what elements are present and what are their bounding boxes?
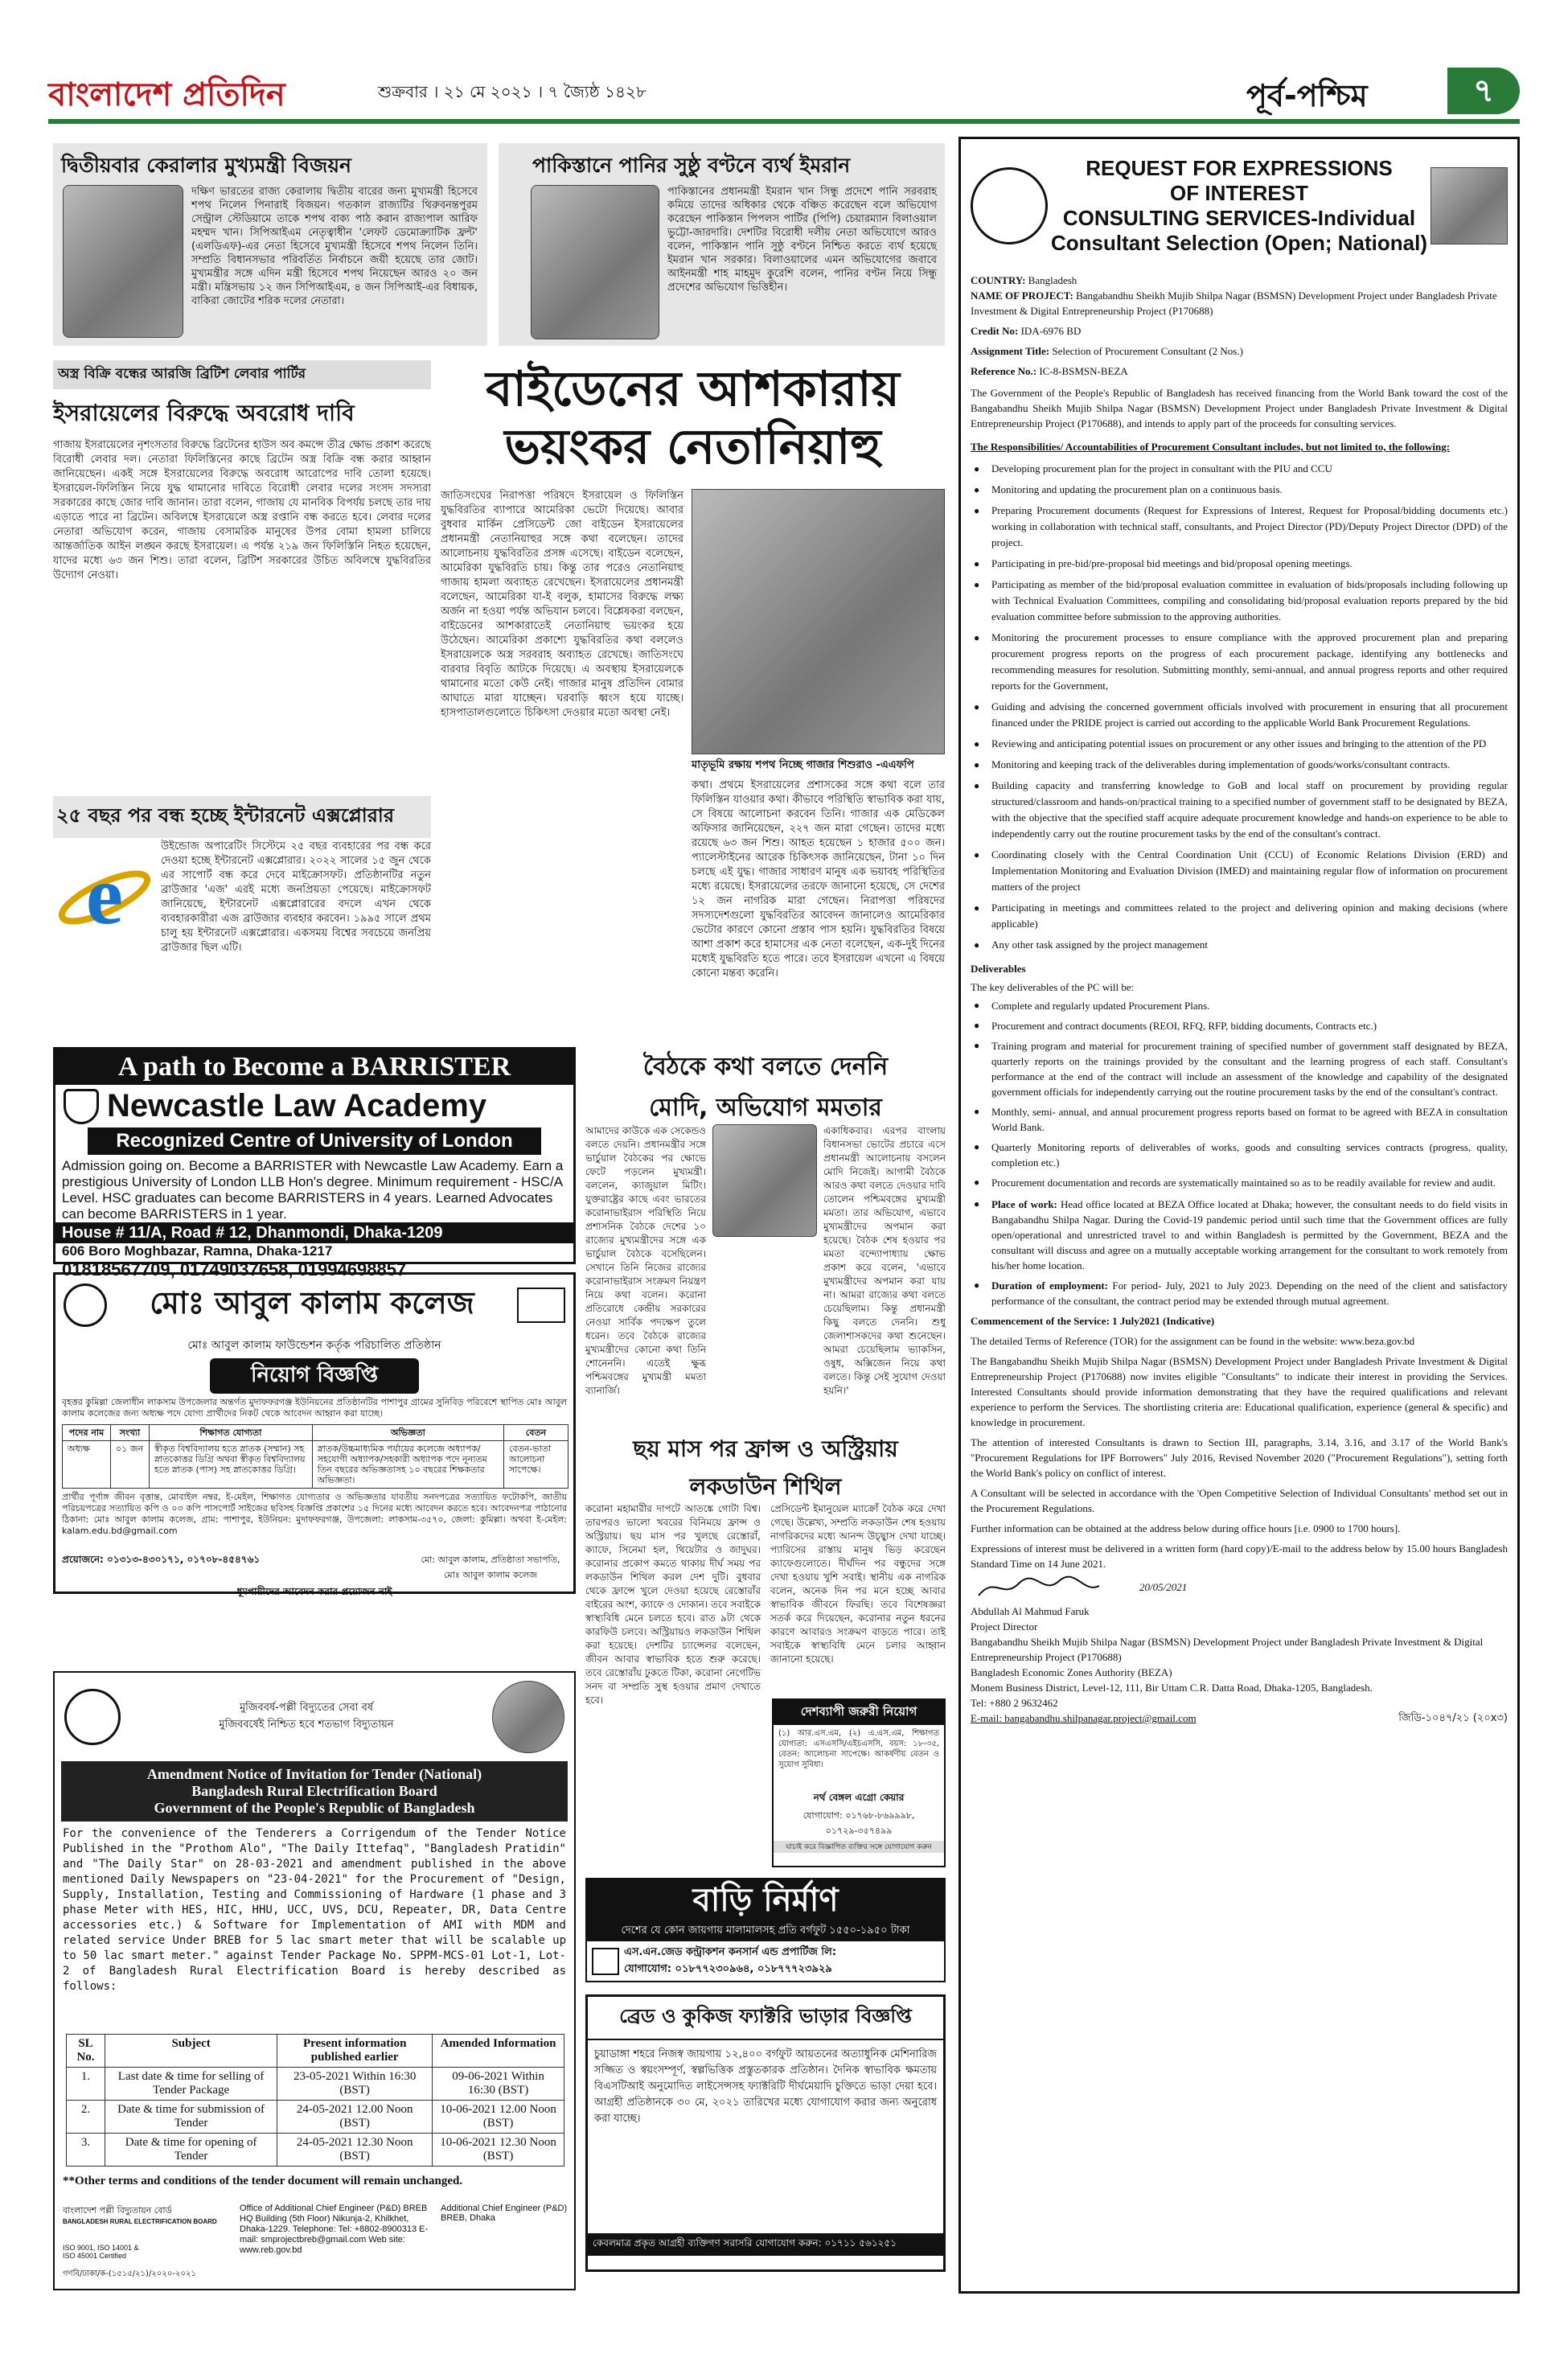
list-item: ● Monitoring and keeping track of the deliverables during implementation of goods/works/consultant contracts. bbox=[971, 757, 1508, 773]
rfp-intro: The Government of the People's Republic of Bangladesh has received financing from the World Bank toward the cost of the Bangabandhu Sheikh Mujib Shilpa Nagar (BSMSN) Development Project under Bangladesh Private Investment & Digital Entrepreneurship Project (P170688), and intends to apply part of the proceeds for consulting services. bbox=[971, 387, 1508, 429]
table-row bbox=[63, 1441, 569, 1489]
breb-table-header bbox=[67, 2035, 564, 2068]
desh-body: (১) আর.এস.এম, (২) এ.এস.এম, শিক্ষাগত যোগ্যতা: এসএসসি/এইচএসসি, বয়স: ১৮-৩৫, বেতন: আলোচনা সাপেক্ষে। আকর্ষণীয় বেতন ও সুযোগ সুবিধা। bbox=[778, 1729, 939, 1769]
table-cell: 10-06-2021 12.00 Noon (BST) bbox=[433, 2101, 564, 2134]
list-item: ● Monthly, semi- annual, and annual procurement progress reports based on format to be agreed with BEZA in consultation World Bank. bbox=[971, 1104, 1508, 1135]
lead-photo-caption: মাতৃভূমি রক্ষায় শপথ নিচ্ছে গাজার শিশুরাও -এএফপি bbox=[692, 759, 914, 771]
kerala-cm-photo bbox=[63, 185, 183, 338]
rfp-project: Bangabandhu Sheikh Mujib Shilpa Nagar (BSMSN) Development Project under Bangladesh Private Investment & Digital Entrepreneurship Project (P170688) bbox=[971, 290, 1497, 317]
date-line: শুক্রবার । ২১ মে ২০২১ । ৭ জ্যৈষ্ঠ ১৪২৮ bbox=[378, 82, 646, 101]
mujib-borsho-logo bbox=[1430, 167, 1508, 244]
bari-company: এস.এন.জেড কন্ট্রাকশন কনসার্ন এন্ড প্রপার্টিজ লি: bbox=[624, 1946, 837, 1958]
story-lockdown bbox=[585, 1431, 946, 1706]
bari-contact: যোগাযোগ: ০১৮৭৭২৩০৯৬৪, ০১৮৭৭৭২৩৯২৯ bbox=[624, 1963, 832, 1975]
college-table-header bbox=[63, 1425, 569, 1441]
rfp-email[interactable]: E-mail: bangabandhu.shilpanagar.project@gmail.com bbox=[971, 1712, 1197, 1724]
barrister-top-line: A path to Become a BARRISTER bbox=[55, 1049, 573, 1085]
page-number: ৭ bbox=[1472, 72, 1494, 109]
internet-explorer-icon bbox=[56, 849, 153, 946]
list-item: ● Complete and regularly updated Procurement Plans. bbox=[971, 998, 1508, 1013]
college-contact: প্রয়োজনে: ০১৩১৩-৪৩০১৭১, ০১৭০৮-৪৫৪৭৬১ bbox=[62, 1554, 261, 1565]
rfp-title-2: OF INTEREST bbox=[1170, 181, 1308, 205]
story-modi-col-1: আমাদের কাউকে এক সেকেন্ডও বলতে দেয়নি। প্রধানমন্ত্রীর সঙ্গে ভার্চুয়াল বৈঠকের পর ক্ষোভে ফেটে পড়লেন মুখ্যমন্ত্রী। বললেন, ক্যাজুয়াল মিটিং। যুক্তরাষ্ট্রের কাছে এবং ভারতের করোনাভাইরাস পরিস্থিতি নিয়ে প্রশাসনিক বৈঠকে দেশের ১০ রাজ্যের মুখ্যমন্ত্রীদের সঙ্গে এক ভার্চুয়াল বৈঠকে বসেছিলেন। সেখানে তিনি নিজের রাজ্যের করোনাভাইরাস সংক্রমণ নিয়ন্ত্রণ নিয়ে কথা বলেন। করোনা প্রতিরোধে কেন্দ্রীয় সরকারের নেওয়া সার্বিক পদক্ষেপ তুলে ধরেন। তবে বৈঠকে রাজ্যের মুখ্যমন্ত্রীদের কোনো কথা তিনি শোনেননি। এতেই ক্ষুব্ধ পশ্চিমবঙ্গের মুখ্যমন্ত্রী মমতা ব্যানার্জি। bbox=[585, 1125, 706, 1396]
table-header-cell: SL No. bbox=[67, 2035, 105, 2068]
rfp-deliverables bbox=[971, 998, 1508, 1190]
list-item: ● Monitoring and updating the procurement plan on a continuous basis. bbox=[971, 482, 1508, 498]
college-logo-icon bbox=[64, 1284, 107, 1327]
rfp-credit-row bbox=[971, 323, 1508, 339]
rfp-title-1: REQUEST FOR EXPRESSIONS bbox=[1086, 156, 1393, 180]
breb-title-3: Government of the People's Republic of Bangladesh bbox=[154, 1800, 475, 1816]
breb-ref: গণবি/ঢাকা/ক-(১৫১৫/২১)/২০২০-২০২১ bbox=[63, 2269, 196, 2278]
rfp-title-4: Consultant Selection (Open; National) bbox=[1050, 231, 1427, 255]
list-item: ● Monitoring the procurement processes to ensure compliance with the approved procurement plan and preparing procurement progress reports on the progress of each procurement package, identifying any bottlenecks and recommending measures for resolution. Submitting monthly, semi-annual, and annual progress reports and other required reports for the Government, bbox=[971, 630, 1508, 694]
table-row bbox=[67, 2101, 564, 2134]
breb-office: Office of Additional Chief Engineer (P&D) BREB HQ Building (5th Floor) Nikunja-2, Khilkhet, Dhaka-1229. Telephone: Tel: +8802-8900313 E-mail: smprojectbreb@gmail.com Web site: www.reb.gov.bd bbox=[240, 2204, 429, 2255]
rfp-tel: Tel: +880 2 9632462 bbox=[971, 1697, 1058, 1709]
story-lockdown-col-1: করোনা মহামারীর দাপটে আতঙ্কে গোটা বিশ্ব। তারপরও ভালো খবরের বিনিময়ে ফ্রান্স ও অস্ট্রিয়ায়। ছয় মাস পর খুলছে রেস্তোরাঁ, ক্যাফে, সিনেমা হল, থিয়েটার ও জাদুঘর। করোনার প্রকোপ কমতে থাকায় দীর্ঘ সময় পর লকডাউন শিথিল করল দেশ দুটি। বুধবার থেকে ফ্রান্সে খুলে দেওয়া হয়েছে রেস্তোরাঁর বাইরের অংশ, ক্যাফে ও দোকান। তবে সবাইকে স্বাস্থ্যবিধি মেনে চলতে হবে। রাত ৯টা থেকে কারফিউ চলবে। অস্ট্রিয়ায়ও লকডাউন শিথিল করা হয়েছে। দেশটির চ্যান্সেলর বলেছেন, জীবন আবার স্বাভাবিক হতে শুরু করেছে। তবে রেস্তোরাঁয় ঢুকতে টিকা, করোনা নেগেটিভ সনদ বা সম্প্রতি সুস্থ হওয়ার প্রমাণ দেখাতে হবে। bbox=[585, 1503, 761, 1706]
story-kerala-body: দক্ষিণ ভারতের রাজ্য কেরালায় দ্বিতীয় বারের জন্য মুখ্যমন্ত্রী হিসেবে শপথ নিলেন পিনারাই বিজয়ন। গতকাল রাজ্যটির থিরুবনন্তপুরম সেন্ট্রাল স্টেডিয়ামে তাকে শপথ বাক্য পাঠ করান রাজ্যপাল আরিফ মহম্মদ খান। সিপিআইএম নেতৃত্বাধীন 'লেফট ডেমোক্র্যাটিক ফ্রন্ট' (এলডিএফ)-এর নেতা হিসেবে মুখ্যমন্ত্রী হিসেবে শপথ নিলেন তিনি। সম্প্রতি বিধানসভার পরিবর্তিত নির্বাচনে জয়ী হয়েছে তার জোট। মুখ্যমন্ত্রীর সঙ্গে এদিন মন্ত্রী হিসেবে শপথ নিয়েছেন আরও ২০ জন মন্ত্রী। মন্ত্রিসভায় ১২ জন সিপিআইএম, ৪ জন সিপিআই-এর বিধায়ক, বাকিরা জোটের শরিক দলের নেতারা। bbox=[191, 186, 478, 307]
story-modi-headline-2: মোদি, অভিযোগ মমতার bbox=[649, 1094, 882, 1122]
page-number-badge bbox=[1447, 68, 1520, 114]
table-cell: ০১ জন bbox=[111, 1441, 150, 1489]
table-header-cell: বেতন bbox=[504, 1425, 569, 1441]
bangabandhu-portrait bbox=[492, 1681, 564, 1753]
story-kerala bbox=[53, 143, 487, 346]
table-header-cell: Amended Information bbox=[433, 2035, 564, 2068]
table-cell: 1. bbox=[67, 2068, 105, 2101]
rfp-selection: A Consultant will be selected in accordance with the 'Open Competitive Selection of Individual Consultants' method set out in the Procurement Regulations. bbox=[971, 1487, 1508, 1514]
rfp-place-item bbox=[971, 1197, 1508, 1273]
ad-barrister bbox=[53, 1047, 576, 1279]
breb-signer: Additional Chief Engineer (P&D) BREB, Dhaka bbox=[441, 2204, 568, 2223]
snz-logo-icon bbox=[592, 1948, 619, 1975]
list-item: ● Preparing Procurement documents (Request for Expressions of Interest, Request for Proposal/bidding documents etc.) working in collaboration with technical staff, consultants, and Project Director (PD)/Deputy Project Director (DPD) of the project. bbox=[971, 503, 1508, 551]
rfp-country-row bbox=[971, 273, 1508, 288]
table-cell: 24-05-2021 12.00 Noon (BST) bbox=[277, 2101, 433, 2134]
breb-table bbox=[66, 2034, 564, 2167]
rfp-ref-no: জিডি-১০৪৭/২১ (২০x৩) bbox=[1398, 1712, 1508, 1724]
desh-company: নর্থ বেঙ্গল এগ্রো কেয়ার bbox=[813, 1792, 905, 1803]
rfp-country-label: COUNTRY: bbox=[971, 274, 1026, 286]
college-name: মোঃ আবুল কালাম কলেজ bbox=[150, 1285, 474, 1320]
table-cell: Date & time for submission of Tender bbox=[105, 2101, 277, 2134]
college-signer: মো: আবুল কালাম, প্রতিষ্ঠাতা সভাপতি, মোঃ আবুল কালাম কলেজ bbox=[421, 1555, 560, 1580]
story-uk-body: গাজায় ইসরায়েলের নৃশংসতার বিরুদ্ধে ব্রিটেনের হাউস অব কমন্সে তীব্র ক্ষোভ প্রকাশ করেছে বিরোধী লেবার দল। নেতারা ফিলিস্তিনের কাছে ব্রিটেন অস্ত্র বিক্রি বন্ধ করার আহ্বান জানিয়েছেন। একই সঙ্গে ইসরায়েলের বিরুদ্ধে অবরোধ আরোপের দাবি তোলা হয়েছে। ইসরায়েল-ফিলিস্তিন নিয়ে যুদ্ধ থামানোর দাবিতে বিরোধী লেবার দলের সংসদ সদস্যরা সরকারের কাছে জোর দাবি জানান। তারা বলেন, গাজায় যে মানবিক বিপর্যয় চলছে তার দায় এড়াতে পারে না ব্রিটেন। অবিলম্বে ইসরায়েলে অস্ত্র রপ্তানি বন্ধ করতে হবে। লেবার দলের নেতারা অভিযোগ করেন, গাজায় বেসামরিক মানুষের উপর বোমা হামলা চালিয়ে আন্তর্জাতিক আইন লঙ্ঘন করছে ইসরায়েল। এ পর্যন্ত ২১৯ জন ফিলিস্তিনি নিহত হয়েছেন, যাদের মধ্যে ৬৩ জন শিশু। তারা বলেন, ব্রিটিশ সরকারের উচিত অবিলম্বে যুদ্ধবিরতির উদ্যোগ নেওয়া। bbox=[53, 439, 431, 581]
rfp-assignment: Selection of Procurement Consultant (2 Nos.) bbox=[1052, 345, 1243, 357]
table-cell: বেতন-ভাতা আলোচনা সাপেক্ষে। bbox=[504, 1441, 569, 1489]
story-modi-col-2: একাধিকবার। এরপর বাংলায় বিধানসভা ভোটের প্রচারে এসে প্রধানমন্ত্রী আলোচনায় বসলেন মোদি নিজেই। আগামী বৈঠকে আরও কথা বলতে দেওয়ার দাবি তোলেন পশ্চিমবঙ্গের মুখ্যমন্ত্রী মমতা। তার অভিযোগ, এভাবে মুখ্যমন্ত্রীদের অপমান করা হয়েছে। বৈঠক শেষ হওয়ার পর মমতা বন্দ্যোপাধ্যায় ক্ষোভ প্রকাশ করে বলেন, 'এভাবে মুখ্যমন্ত্রীদের অপমান করা যায় না। আমরা রাজ্যের কথা বলতে চেয়েছিলাম। কিন্তু প্রধানমন্ত্রী কিছু বলতে দেননি। শুধু জেলাশাসকদের কথা শুনেছেন। আমরা চেয়েছিলাম ভ্যাকসিন, ওষুধ, অক্সিজেন নিয়ে কথা বলতে। কিন্তু সেই সুযোগ দেওয়া হয়নি।' bbox=[823, 1125, 946, 1396]
table-row bbox=[67, 2134, 564, 2167]
mamata-photo bbox=[712, 1124, 817, 1237]
list-item: ● Procurement and contract documents (REOI, RFQ, RFP, bidding documents, Contracts etc.) bbox=[971, 1018, 1508, 1033]
story-ie-body: উইন্ডোজ অপারেটিং সিস্টেমে ২৫ বছর ব্যবহারের পর বন্ধ করে দেওয়া হচ্ছে ইন্টারনেট এক্সপ্লোরার। ২০২২ সালের ১৫ জুন থেকে এর সাপোর্ট বন্ধ করে দেবে মাইক্রোসফট। প্রতিষ্ঠানটির নতুন ব্রাউজার 'এজ' এরই মধ্যে জনপ্রিয়তা পেয়েছে। মাইক্রোসফট জানিয়েছে, ইন্টারনেট এক্সপ্লোরারের বদলে এখন থেকে ব্যবহারকারীরা এজ ব্রাউজার ব্যবহার করবেন। ১৯৯৫ সালে প্রথম চালু হয় ইন্টারনেট এক্সপ্লোরার। একসময় বিশ্বের সবচেয়ে জনপ্রিয় ব্রাউজার ছিল এটি। bbox=[161, 840, 431, 954]
rfp-duration: For period- July, 2021 to July 2023. Depending on the need of the client and satisfactory performance of the consultant, the contract period may be extended through mutual agreement. bbox=[991, 1279, 1508, 1307]
section-title: পূর্ব-পশ্চিম bbox=[1246, 78, 1368, 113]
breb-slogan-2: মুজিববর্ষেই নিশ্চিত হবে শতভাগ বিদ্যুতায়ন bbox=[219, 1719, 394, 1731]
desh-contact: যোগাযোগ: ০১৭৬৮-৮৬৯৯৯৮, ০১৭২৯-৩৫৭৪৯৯ bbox=[802, 1810, 915, 1836]
rfp-resp-heading: The Responsibilities/ Accountabilities of Procurement Consultant includes, but not limited to, the following: bbox=[971, 441, 1451, 453]
table-header-cell: Subject bbox=[105, 2035, 277, 2068]
table-cell: 10-06-2021 12.30 Noon (BST) bbox=[433, 2134, 564, 2167]
lead-headline-2: ভয়ংকর নেতানিয়াহু bbox=[504, 419, 881, 475]
rfp-reference: IC-8-BSMSN-BEZA bbox=[1039, 365, 1128, 377]
list-item: ● Participating as member of the bid/proposal evaluation committee in evaluation of bids/proposals including following up with Technical Evaluation Committees, compiling and consolidating bid/proposal evaluation reports prepared by the bid evaluation committee before submission to the approving authorities. bbox=[971, 577, 1508, 625]
rfp-project-label: NAME OF PROJECT: bbox=[971, 290, 1073, 302]
list-item: ● Coordinating closely with the Central Coordination Unit (CCU) of Economic Relations Division (ERD) and Implementation Monitoring and Evaluation Division (IMED) and maintaining regular flow of information on procurement matters of the project bbox=[971, 847, 1508, 895]
rfp-signer-project: Bangabandhu Sheikh Mujib Shilpa Nagar (BSMSN) Development Project under Bangladesh Private Investment & Digital Entrepreneurship Project (P170688) bbox=[971, 1636, 1484, 1663]
story-lockdown-headline-1: ছয় মাস পর ফ্রান্স ও অস্ট্রিয়ায় bbox=[633, 1435, 898, 1462]
law-academy-crest-icon bbox=[64, 1089, 99, 1124]
story-modi-headline-1: বৈঠকে কথা বলতে দেননি bbox=[642, 1053, 889, 1081]
ad-bread bbox=[585, 1994, 946, 2272]
table-cell: Last date & time for selling of Tender Package bbox=[105, 2068, 277, 2101]
barrister-body: Admission going on. Become a BARRISTER with Newcastle Law Academy. Earn a prestigious University of London LLB Hon's degree. Minimum requirement - HSC/A Level. HSC graduates can become BARRISTERS in 4 years. Learned Advocates can become BARRISTERS in 1 year. bbox=[62, 1158, 564, 1222]
table-cell: 09-06-2021 Within 16:30 (BST) bbox=[433, 2068, 564, 2101]
rfp-reference-label: Reference No.: bbox=[971, 365, 1037, 377]
story-lockdown-headline-2: লকডাউন শিথিল bbox=[689, 1473, 842, 1500]
table-cell: 2. bbox=[67, 2101, 105, 2134]
college-notice-title: নিয়োগ বিজ্ঞপ্তি bbox=[210, 1358, 419, 1394]
list-item: ● Reviewing and anticipating potential issues on procurement or any other issues and bringing to the attention of the PD bbox=[971, 736, 1508, 752]
rfp-assignment-row bbox=[971, 343, 1508, 359]
ad-breb bbox=[53, 1671, 576, 2290]
table-cell: স্নাতক/উচ্চমাধ্যমিক পর্যায়ের কলেজে অধ্যাপক/সহযোগী অধ্যাপক/সহকারী অধ্যাপক পদে নূন্যতম তিন বছরের অভিজ্ঞতাসহ ১০ বছরের শিক্ষকতার অভিজ্ঞতা। bbox=[312, 1441, 503, 1489]
list-item: ● Participating in meetings and committees related to the project and delivering opinion and making decisions (where applicable) bbox=[971, 900, 1508, 932]
signature-date: 20/05/2021 bbox=[1139, 1581, 1188, 1593]
bilawal-photo bbox=[531, 185, 659, 339]
rfp-deadline: Expressions of interest must be delivered in a written form (hard copy)/E-mail to the address below by 15.00 hours Bangladesh Standard Time on 14 June 2021. bbox=[971, 1542, 1508, 1570]
rfp-signer-org: Bangladesh Economic Zones Authority (BEZA) bbox=[971, 1666, 1172, 1678]
lead-col-3: কথা। প্রথমে ইসরায়েলের প্রশাসকের সঙ্গে কথা বলে তার ফিলিস্তিন যাওয়ার কথা। কীভাবে পরিস্থিতি স্বাভাবিক করা যায়, সে বিষয়ে আলোচনা করবেন তিনি। গাজার এক মেডিকেল অফিসার জানিয়েছেন, ২২৭ জন মারা গেছেন। তাদের মধ্যে রয়েছে ৬৩ জন শিশু। আহত হয়েছেন ১ হাজার ৫০০ জন। প্যালেস্টাইনের আরেক চিকিৎসক জানিয়েছেন, টানা ১০ দিন চলছে এই যুদ্ধ। গাজার সাধারণ মানুষ এক ভয়াবহ পরিস্থিতির মধ্যে রয়েছে। ইসরায়েলের তরফে জানানো হয়েছে, সে দেশের ১২ জন নাগরিক মারা গেছেন। নিরাপত্তা পরিষদের সদস্যদেশগুলো যুদ্ধবিরতির আবেদন জানালেও আমেরিকার ভেটোর কারণে কোনো প্রস্তাব পাস হয়নি। যুদ্ধবিরতির বিষয়ে আশা প্রকাশ করে হামাসের এক নেতা বলেছেন, এক-দুই দিনের মধ্যেই যুদ্ধবিরতি হতে পারে। তবে ইসরায়েল এখনো এ বিষয়ে কোনো মন্তব্য করেনি। bbox=[692, 779, 945, 980]
table-cell: অধ্যক্ষ bbox=[63, 1441, 111, 1489]
table-header-cell: অভিজ্ঞতা bbox=[312, 1425, 503, 1441]
rfp-credit: IDA-6976 BD bbox=[1020, 325, 1082, 337]
bari-sub: দেশের যে কোন জায়গায় মালামালসহ প্রতি বর্গফুট ১৫৫০-১৯৫০ টাকা bbox=[587, 1921, 944, 1941]
rfp-attention: The attention of interested Consultants is drawn to Section III, paragraphs, 3.14, 3.16, and 3.17 of the World Bank's "Procurement Regulations for IPF Borrowers" July 2016, Revised November 2020 ("Procurement Regulations"), setting forth the World Bank's policy on conflict of interest. bbox=[971, 1436, 1508, 1479]
breb-footer-note: **Other terms and conditions of the tender document will remain unchanged. bbox=[63, 2175, 463, 2187]
college-sub: মোঃ আবুল কালাম ফাউন্ডেশন কর্তৃক পরিচালিত প্রতিষ্ঠান bbox=[187, 1339, 441, 1352]
svg-text:e: e bbox=[85, 849, 124, 942]
ad-rfp bbox=[958, 137, 1520, 2294]
list-item: ● Training program and material for procurement training of specified number of government staff designated by BEZA, quarterly reports on the trainings provided by the consultant and the learning progress of each staff. Consultant's performance at the end of the contract will include an assessment of the knowledge and capability of the designated government officials for independently carrying out the routine procurement tasks by the end of the consultant's contract. bbox=[971, 1038, 1508, 1099]
rfp-address: Monem Business District, Level-12, 111, Bir Uttam C.R. Datta Road, Dhaka-1205, Bangladesh. bbox=[971, 1682, 1373, 1694]
rfp-project-row bbox=[971, 288, 1508, 318]
rfp-country: Bangladesh bbox=[1028, 274, 1077, 286]
list-item: ● Participating in pre-bid/pre-proposal bid meetings and bid/proposal opening meetings. bbox=[971, 556, 1508, 572]
lead-col-1: জাতিসংঘের নিরাপত্তা পরিষদে ইসরায়েল ও ফিলিস্তিন যুদ্ধবিরতির ব্যাপারে আমেরিকা ভেটো দিয়েছে। আবার বুধবার মার্কিন প্রেসিডেন্ট জো বাইডেন ইসরায়েলের প্রধানমন্ত্রী নেতানিয়াহুর সঙ্গে কথা বলেছেন। তাদের আলোচনায় যুদ্ধবিরতির প্রসঙ্গ এসেছে। বাইডেন বলেছেন, আমেরিকা যুদ্ধবিরতি চায়। কিন্তু তার পরেও নেতানিয়াহু গাজায় হামলা অব্যাহত রেখেছেন। ইসরায়েলের প্রধানমন্ত্রী বলেছেন, আমেরিকা যা-ই বলুক, হামাসের বিরুদ্ধে লক্ষ্য অর্জন না হওয়া পর্যন্ত অভিযান চলবে। বিশ্লেষকরা বলছেন, বাইডেনের আশকারাতেই নেতানিয়াহু ভয়ংকর হয়ে উঠেছেন। আমেরিকা প্রকাশ্যে যুদ্ধবিরতির কথা বললেও ইসরায়েলকে অস্ত্র সরবরাহ অব্যাহত রেখেছে। জাতিসংঘে বারবার বিবৃতি আটকে দিয়েছে। এ অবস্থায় ইসরায়েলকে থামানোর মতো কেউ নেই। গাজার মানুষ প্রতিদিন বোমার আঘাতে মারা যাচ্ছেন। ঘরবাড়ি ধ্বংস হয়ে যাচ্ছে। হাসপাতালগুলোতে চিকিৎসা দেওয়ার মতো অবস্থা নেই। bbox=[441, 490, 683, 719]
story-pakistan bbox=[499, 143, 945, 346]
rfp-responsibilities bbox=[971, 461, 1508, 953]
breb-org-bn: বাংলাদেশ পল্লী বিদ্যুতায়ন বোর্ড bbox=[63, 2205, 172, 2216]
story-ie-headline: ২৫ বছর পর বন্ধ হচ্ছে ইন্টারনেট এক্সপ্লোরার bbox=[53, 796, 431, 838]
list-item: ● Any other task assigned by the project management bbox=[971, 937, 1508, 953]
breb-title-1: Amendment Notice of Invitation for Tender (National) bbox=[146, 1766, 482, 1782]
story-lockdown-col-2: প্রেসিডেন্ট ইমানুয়েল ম্যাক্রোঁ বৈঠক করে দেখা গেছে। উল্লেখ্য, সম্প্রতি লকডাউন শেষ হওয়ায় নাগরিকদের মধ্যে আনন্দ উচ্ছ্বাস দেখা যাচ্ছে। প্যারিসের রাস্তায় মানুষ ভিড় করেছেন ক্যাফেগুলোতে। দীর্ঘদিন পর বন্ধুদের সঙ্গে দেখা হওয়ায় খুশি সবাই। স্থানীয় এক নাগরিক বলেন, অনেক দিন পর মনে হচ্ছে আবার স্বাভাবিক জীবনে ফিরছি। তবে বিশেষজ্ঞরা সতর্ক করে দিয়েছেন, করোনার নতুন ধরনের কারণে আবারও সংক্রমণ বাড়তে পারে। তাই সবাইকে স্বাস্থ্যবিধি মেনে চলার আহ্বান জানানো হয়েছে। bbox=[770, 1503, 946, 1665]
masthead-rule bbox=[48, 119, 1520, 124]
table-header-cell: শিক্ষাগত যোগ্যতা bbox=[150, 1425, 313, 1441]
story-pakistan-headline: পাকিস্তানে পানির সুষ্ঠু বণ্টনে ব্যর্থ ইমরান bbox=[532, 154, 851, 177]
bread-title: ব্রেড ও কুকিজ ফ্যাক্টরি ভাড়ার বিজ্ঞপ্তি bbox=[588, 1997, 943, 2040]
foundation-logo-icon bbox=[517, 1288, 565, 1323]
rfp-signer-name: Abdullah Al Mahmud Faruk bbox=[971, 1605, 1090, 1617]
breb-slogan-1: মুজিববর্ষ-পল্লী বিদ্যুতের সেবা বর্ষ bbox=[239, 1702, 374, 1714]
rfp-credit-label: Credit No: bbox=[971, 325, 1019, 337]
barrister-phones: 01818567709, 01749037658, 01994698857 bbox=[62, 1259, 407, 1279]
signature-scribble bbox=[971, 1571, 1131, 1604]
table-cell: 23-05-2021 Within 16:30 (BST) bbox=[277, 2068, 433, 2101]
list-item: ● Procurement documentation and records are systematically maintained so as to be readily available for review and audit. bbox=[971, 1175, 1508, 1190]
rfp-further: Further information can be obtained at the address below during office hours [i.e. 0900 to 1700 hours]. bbox=[971, 1522, 1401, 1534]
table-cell: 3. bbox=[67, 2134, 105, 2167]
table-header-cell: Present information published earlier bbox=[277, 2035, 433, 2068]
desh-disclaimer: যাচাই করে বিজ্ঞাপিত ব্যক্তির সঙ্গে যোগাযোগ করুন bbox=[774, 1841, 944, 1853]
college-intro: বৃহত্তর কুমিল্লা জেলাধীন লাকসাম উপজেলার অন্তর্গত মুদাফফরগঞ্জ ইউনিয়নের প্রতিষ্ঠানটির পাশাপুর গ্রামের সুনিবিড় পরিবেশে স্থাপিত মোঃ আবুল কালাম কলেজের জন্য অধ্যক্ষ পদে যোগ্য প্রার্থীদের নিকট থেকে আবেদন আহ্বান করা যাচ্ছে। bbox=[62, 1397, 567, 1419]
table-row bbox=[67, 2068, 564, 2101]
story-modi bbox=[585, 1047, 946, 1425]
rfp-assignment-label: Assignment Title: bbox=[971, 345, 1050, 357]
list-item: ● Building capacity and transferring knowledge to GoB and local staff on procurement by providing regular structured/classroom and hands-on/practical training to a specified number of government staff to be designated by BEZA, with the objective that the specified staff acquire adequate procurement knowledge and hands-on experience to be able to independently carry out the routine procurement tasks by the end of the consultant's contract. bbox=[971, 778, 1508, 842]
story-pakistan-body: পাকিস্তানের প্রধানমন্ত্রী ইমরান খান সিন্ধু প্রদেশে পানি সরবরাহ কমিয়ে তাদের অধিকার থেকে বঞ্চিত করেছেন বলে অভিযোগ করেছেন পাকিস্তান পিপলস পার্টির (পিপি) চেয়ারম্যান বিলাওয়াল ভুট্টো-জারদারি। দেশটির বিরোধী দলীয় নেতা অভিযোগে আরও বলেন, পাকিস্তান পানি সুষ্ঠু বণ্টনে নিশ্চিত করতে ব্যর্থ হয়েছে ইমরান খান সরকার। বিলাওয়ালের এমন অভিযোগের জবাবে আইনমন্ত্রী শাহ মাহমুদ কুরেশি বলেন, পানির বণ্টন নিয়ে সিন্ধু প্রদেশের অভিযোগ ভিত্তিহীন। bbox=[667, 186, 937, 294]
table-cell: স্বীকৃত বিশ্ববিদ্যালয় হতে স্নাতক (সম্মান) সহ স্নাতকোত্তর ডিগ্রি অথবা স্বীকৃত বিশ্ববিদ্যালয় হতে স্নাতক (পাস) সহ স্নাতকোত্তর ডিগ্রি। bbox=[150, 1441, 313, 1489]
rfp-place-label: Place of work: bbox=[991, 1198, 1057, 1210]
list-item: ● Guiding and advising the concerned government officials involved with procurement in ensuring that all procurement financed under the PRIDE project is carried out according to the applicable World Bank Procurement Regulations. bbox=[971, 699, 1508, 731]
breb-org-en: BANGLADESH RURAL ELECTRIFICATION BOARD bbox=[63, 2218, 217, 2225]
list-item: ● Quarterly Monitoring reports of deliverables of works, goods and consulting services contracts (progress, quality, completion etc.) bbox=[971, 1140, 1508, 1170]
rfp-signer-title: Project Director bbox=[971, 1620, 1038, 1633]
ad-desh bbox=[772, 1698, 946, 1867]
story-ie bbox=[53, 796, 431, 1037]
breb-title-2: Bangladesh Rural Electrification Board bbox=[191, 1783, 437, 1799]
table-header-cell: পদের নাম bbox=[63, 1425, 111, 1441]
barrister-address-2: 606 Boro Moghbazar, Ramna, Dhaka-1217 bbox=[62, 1243, 333, 1259]
rfp-invite: The Bangabandhu Sheikh Mujib Shilpa Nagar (BSMSN) Development Project under Bangladesh Private Investment & Digital Entrepreneurship Project (P170688) now invites eligible "Consultants" to indicate their interest in providing the Services. Interested Consultants should provide information demonstrating that they have the required qualifications and relevant experience to perform the Services. The shortlisting criteria are: Educational qualification, experience (general & specific) and knowledge in procurement. bbox=[971, 1355, 1508, 1428]
rfp-commencement: Commencement of the Service: 1 July2021 (Indicative) bbox=[971, 1315, 1215, 1327]
academy-name: Newcastle Law Academy bbox=[107, 1088, 487, 1123]
recognized-banner: Recognized Centre of University of London bbox=[88, 1127, 541, 1155]
story-uk-kicker: অস্ত্র বিক্রি বন্ধের আরজি ব্রিটিশ লেবার পার্টির bbox=[53, 360, 431, 389]
college-smoking-note: ধূমপায়ীদের আবেদন করার প্রয়োজন নাই bbox=[236, 1586, 392, 1597]
rfp-duration-label: Duration of employment: bbox=[991, 1279, 1109, 1292]
college-notes: প্রার্থীর পূর্ণাঙ্গ জীবন বৃত্তান্ত, মোবাইল নম্বর, ই-মেইল, শিক্ষাগত যোগ্যতার ও অভিজ্ঞতার যাবতীয় সনদপত্রের সত্যায়িত ফটোকপি, জাতীয় পরিচয়পত্রের সত্যায়িত কপি ও ০৩ কপি পাসপোর্ট সাইজের ছবিসহ বিজ্ঞপ্তি প্রকাশের ১৫ দিনের মধ্যে আবেদন করতে হবে। আবেদনপত্র পাঠানোর ঠিকানা: মোঃ আবুল কালাম কলেজ, গ্রাম: পাশাপুর, ইউনিয়ন: মুদাফফরগঞ্জ, উপজেলা: লাকসাম-৩৫৭০, জেলা: কুমিল্লা। অথবা ই-মেইল: kalam.edu.bd@gmail.com bbox=[62, 1492, 567, 1536]
bread-body: চুয়াডাঙ্গা শহরে নিজস্ব জায়গায় ১২,৪০০ বর্গফুট আয়তনের অত্যাধুনিক মেশিনারিজ সজ্জিত ও স্বয়ংসম্পূর্ণ, স্বল্পভিত্তিক প্রস্তুতকারক প্রতিষ্ঠান। দৈনিক স্বাভাবিক ক্ষমতায় বিএসটিআই অনুমোদিত লাইসেন্সসহ ফ্যাক্টরিটি দীর্ঘমেয়াদি চুক্তিতে ভাড়া দেয়া হবে। আগ্রহী প্রতিষ্ঠানকে ৩০ মে, ২০২১ তারিখের মধ্যে যোগাযোগ করার জন্য অনুরোধ করা যাচ্ছে। bbox=[594, 2048, 937, 2125]
breb-iso: ISO 9001, ISO 14001 & ISO 45001 Certified bbox=[63, 2244, 139, 2260]
desh-title: দেশব্যাপী জরুরী নিয়োগ bbox=[774, 1700, 944, 1725]
college-table bbox=[62, 1424, 569, 1489]
breb-body: For the convenience of the Tenderers a Corrigendum of the Tender Notice Published in the "Prothom Alo", "The Daily Ittefaq", "Bangladesh Pratidin" and "The Daily Star" on 28-03-2021 and amendment published in the above mentioned Daily Newspapers on "23-04-2021" for the Procurement of "Design, Supply, Installation, Testing and Commissioning of Hardware (1 phase and 3 phase Meter with HES, HIC, HHU, UCC, UVS, DCU, Repeater, DR, Data Centre accessories etc.) & Software for Implementation of AMI with MDM and related service Under BREB for 5 lac smart meter that will be scalable up to 50 lac smart meter." against Tender Package No. SPPM-MCS-01 Lot-1, Lot-2 of Bangladesh Rural Electrification Board is hereby described as follows: bbox=[63, 1827, 566, 1993]
bread-contact: কেবলমাত্র প্রকৃত আগ্রহী ব্যক্তিগণ সরাসরি যোগাযোগ করুন: ০১৭১১ ৫৬১২৫১ bbox=[588, 2233, 943, 2256]
table-cell: Date & time for opening of Tender bbox=[105, 2134, 277, 2167]
rfp-tor: The detailed Terms of Reference (TOR) for the assignment can be found in the website: www.beza.gov.bd bbox=[971, 1335, 1415, 1347]
rfp-deliverables-intro: The key deliverables of the PC will be: bbox=[971, 981, 1135, 993]
rfp-duration-item bbox=[971, 1278, 1508, 1308]
barrister-address-1: House # 11/A, Road # 12, Dhanmondi, Dhaka-1209 bbox=[55, 1222, 573, 1243]
beza-logo-icon bbox=[971, 167, 1048, 244]
story-uk bbox=[53, 360, 431, 770]
rfp-place: Head office located at BEZA Office located at Dhaka; however, the consultant needs to do field visits in Bangabandhu Shilpa Nagar. During the Covid-19 pandemic period until such time that the Government offices are fully open/operational and unrestricted travel to and within Bangladesh is permitted by the Government, BEZA and the consultant will discuss and agree on a mutually acceptable working arrangement for the consultant to work remotely from his/her home location. bbox=[991, 1198, 1508, 1271]
paper-logo: বাংলাদেশ প্রতিদিন bbox=[48, 76, 285, 113]
gaza-children-photo bbox=[692, 489, 945, 754]
bulb-logo-icon bbox=[64, 1689, 121, 1745]
rfp-deliverables-heading: Deliverables bbox=[971, 963, 1026, 975]
signature-area bbox=[971, 1571, 1508, 1604]
list-item: ● Developing procurement plan for the project in consultant with the PIU and CCU bbox=[971, 461, 1508, 477]
lead-headline-1: বাইডেনের আশকারায় bbox=[486, 361, 900, 417]
ad-bari bbox=[585, 1878, 946, 1982]
rfp-reference-row bbox=[971, 363, 1508, 379]
ad-college bbox=[53, 1272, 576, 1597]
story-uk-headline: ইসরায়েলের বিরুদ্ধে অবরোধ দাবি bbox=[53, 400, 355, 426]
rfp-title-3: CONSULTING SERVICES-Individual bbox=[1062, 206, 1416, 230]
table-cell: 24-05-2021 12.30 Noon (BST) bbox=[277, 2134, 433, 2167]
bari-title: বাড়ি নির্মাণ bbox=[587, 1879, 944, 1921]
table-header-cell: সংখ্যা bbox=[111, 1425, 150, 1441]
story-kerala-headline: দ্বিতীয়বার কেরালার মুখ্যমন্ত্রী বিজয়ন bbox=[61, 154, 351, 177]
